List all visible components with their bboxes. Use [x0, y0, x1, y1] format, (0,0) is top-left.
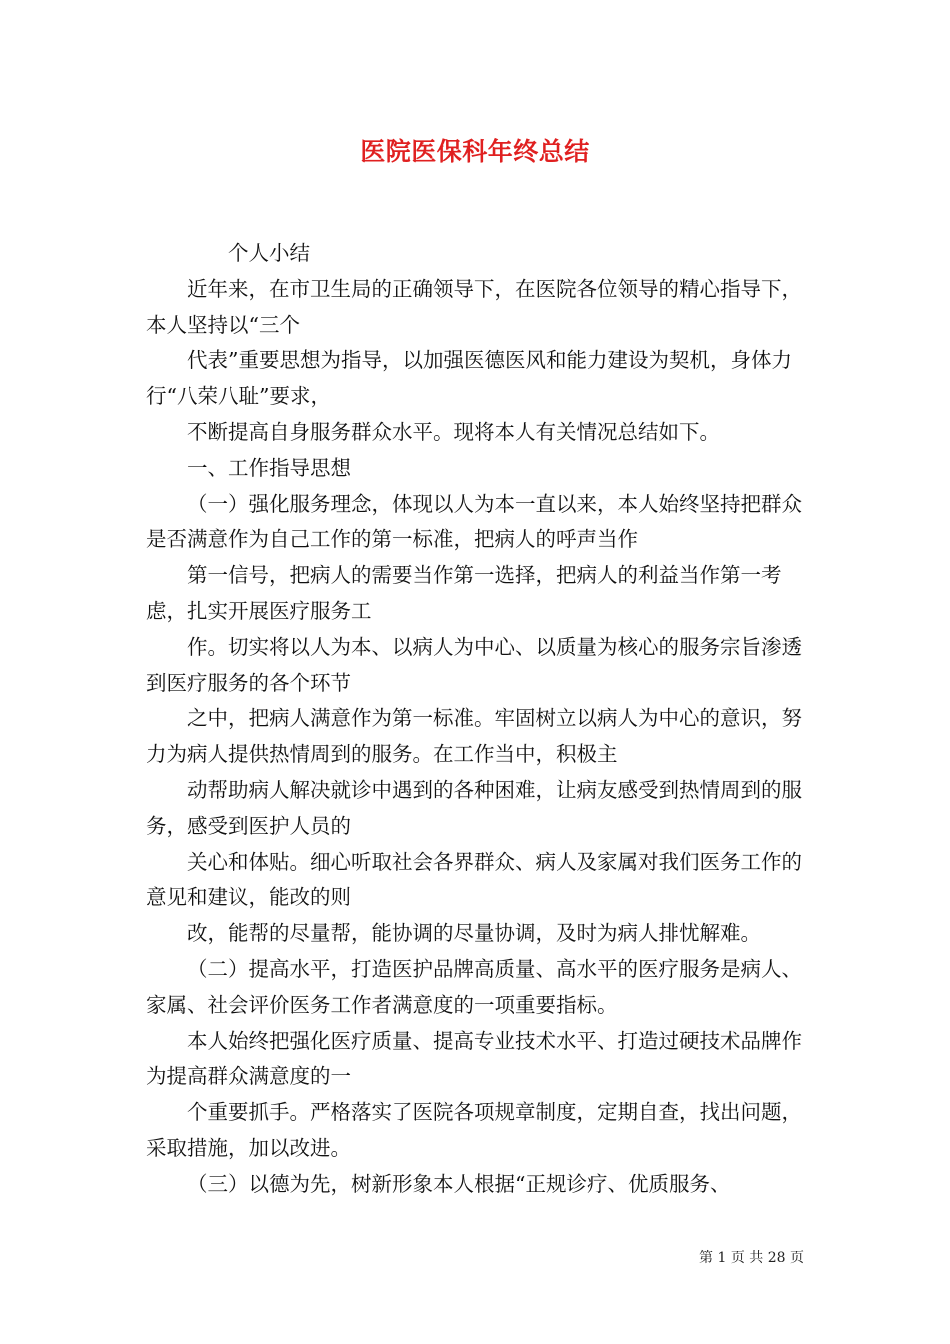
document-body — [146, 236, 814, 1203]
paragraph: 动帮助病人解决就诊中遇到的各种困难，让病友感受到热情周到的服务，感受到医护人员的 — [146, 777, 802, 838]
paragraph: 近年来，在市卫生局的正确领导下，在医院各位领导的精心指导下，本人坚持以“三个 — [146, 276, 802, 337]
paragraph: 第一信号，把病人的需要当作第一选择，把病人的利益当作第一考虑，扎实开展医疗服务工 — [146, 563, 782, 623]
paragraph: 个重要抓手。严格落实了医院各项规章制度，定期自查，找出问题，采取措施，加以改进。 — [146, 1100, 802, 1160]
paragraph: 之中，把病人满意作为第一标准。牢固树立以病人为中心的意识，努力为病人提供热情周到的服务。在工作当中，积极主 — [146, 706, 802, 767]
paragraph: （一）强化服务理念，体现以人为本一直以来，本人始终坚持把群众是否满意作为自己工作的第一标准，把病人的呼声当作 — [146, 491, 802, 552]
paragraph: （三）以德为先，树新形象本人根据“正规诊疗、优质服务、 — [187, 1171, 731, 1196]
paragraph: 关心和体贴。细心听取社会各界群众、病人及家属对我们医务工作的意见和建议，能改的则 — [146, 849, 802, 910]
paragraph: 本人始终把强化医疗质量、提高专业技术水平、打造过硬技术品牌作为提高群众满意度的一 — [146, 1028, 802, 1089]
paragraph: 不断提高自身服务群众水平。现将本人有关情况总结如下。 — [187, 419, 720, 444]
paragraph-heading-personal-summary: 个人小结 — [228, 241, 310, 265]
page-number-footer: 第 1 页 共 28 页 — [699, 1250, 804, 1266]
paragraph: 代表”重要思想为指导，以加强医德医风和能力建设为契机，身体力行“八荣八耻”要求， — [146, 348, 792, 409]
paragraph: 作。切实将以人为本、以病人为中心、以质量为核心的服务宗旨渗透到医疗服务的各个环节 — [146, 634, 802, 695]
paragraph: 改，能帮的尽量帮，能协调的尽量协调，及时为病人排忧解难。 — [187, 921, 761, 946]
paragraph: （二）提高水平，打造医护品牌高质量、高水平的医疗服务是病人、家属、社会评价医务工作者满意度的一项重要指标。 — [146, 956, 802, 1017]
section-heading: 一、工作指导思想 — [187, 455, 351, 480]
document-title: 医院医保科年终总结 — [360, 137, 590, 166]
